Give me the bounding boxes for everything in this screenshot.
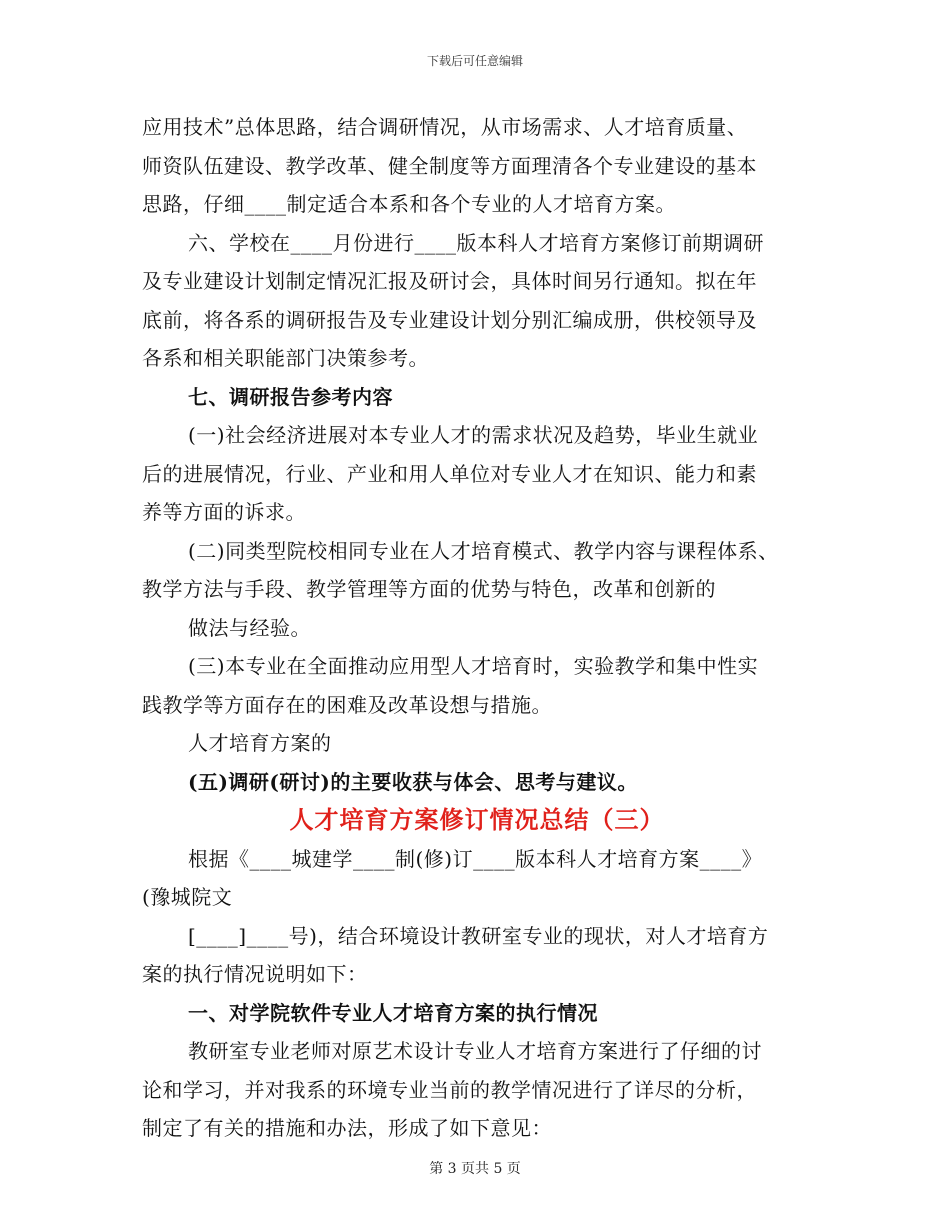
paragraph-line: 论和学习，并对我系的环境专业当前的教学情况进行了详尽的分析， (142, 1077, 757, 1102)
paragraph-line: 及专业建设计划制定情况汇报及研讨会，具体时间另行通知。拟在年 (142, 269, 757, 293)
section-six-line: 六、学校在____月份进行____版本科人才培育方案修订前期调研 (188, 230, 764, 255)
paragraph-line: 制定了有关的措施和办法，形成了如下意见： (142, 1116, 552, 1140)
paragraph-line: [____]____号)，结合环境设计教研室专业的现状，对人才培育方 (188, 923, 769, 948)
section-title: 人才培育方案修订情况总结（三） (289, 805, 665, 834)
subsection-heading: 一、对学院软件专业人才培育方案的执行情况 (188, 1000, 598, 1025)
paragraph-line: 底前，将各系的调研报告及专业建设计划分别汇编成册，供校领导及 (142, 307, 757, 332)
page-number: 第 3 页共 5 页 (429, 1161, 521, 1177)
paragraph-line: 教研室专业老师对原艺术设计专业人才培育方案进行了仔细的讨 (188, 1039, 762, 1063)
paragraph-line: 后的进展情况，行业、产业和用人单位对专业人才在知识、能力和素 (142, 461, 757, 486)
paragraph-line: 践教学等方面存在的困难及改革设想与措施。 (142, 692, 552, 717)
paragraph-line: 根据《____城建学____制(修)订____版本科人才培育方案____》 (188, 846, 763, 871)
list-item-one: (一)社会经济进展对本专业人才的需求状况及趋势，毕业生就业 (188, 423, 759, 447)
paragraph-line: 做法与经验。 (188, 615, 311, 640)
paragraph-line: 各系和相关职能部门决策参考。 (142, 346, 429, 370)
paragraph-line: 教学方法与手段、教学管理等方面的优势与特色，改革和创新的 (142, 577, 716, 601)
list-item-three: (三)本专业在全面推动应用型人才培育时，实验教学和集中性实 (188, 654, 759, 678)
paragraph-line: 思路，仔细____制定适合本系和各个专业的人才培育方案。 (142, 192, 676, 216)
paragraph-line: (豫城院文 (142, 885, 233, 909)
paragraph-line: 养等方面的诉求。 (142, 500, 306, 524)
list-item-five: (五)调研(研讨)的主要收获与体会、思考与建议。 (188, 769, 638, 794)
section-heading-seven: 七、调研报告参考内容 (188, 384, 393, 409)
header-note: 下载后可任意编辑 (426, 54, 523, 68)
paragraph-line: 师资队伍建设、教学改革、健全制度等方面理清各个专业建设的基本 (142, 153, 757, 178)
document-body (142, 108, 812, 1148)
list-item-two: (二)同类型院校相同专业在人才培育模式、教学内容与课程体系、 (188, 538, 779, 563)
paragraph-line: 人才培育方案的 (188, 731, 332, 755)
paragraph-line: 案的执行情况说明如下： (142, 962, 368, 986)
paragraph-line: 应用技术”总体思路，结合调研情况，从市场需求、人才培育质量、 (142, 115, 748, 139)
